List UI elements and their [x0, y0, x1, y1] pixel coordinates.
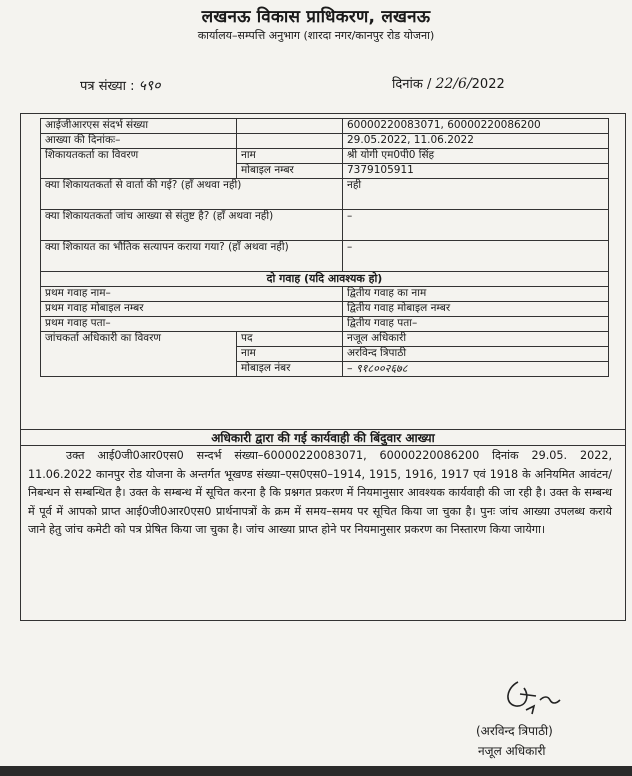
officer-mobile-value: – ९१८००२६७८	[343, 362, 609, 377]
question-verified: क्या शिकायत का भौतिक सत्यापन कराया गया? (हाँ अथवा नही)	[41, 241, 343, 272]
witness-heading: दो गवाह (यदि आवश्यक हो)	[41, 272, 609, 287]
officer-name-label: नाम	[237, 347, 343, 362]
letter-number	[80, 76, 161, 95]
action-heading: अधिकारी द्वारा की गई कार्यवाही की बिंदुवार आख्या	[20, 429, 626, 446]
question-contacted: क्या शिकायतकर्ता से वार्ता की गई? (हाँ अथवा नही)	[41, 179, 343, 210]
witness1-name: प्रथम गवाह नाम–	[41, 287, 343, 302]
complainant-name-value: श्री योगी एम0पी0 सिंह	[343, 149, 609, 164]
document-subtitle: कार्यालय–सम्पत्ति अनुभाग (शारदा नगर/कानपुर रोड योजना)	[197, 29, 435, 42]
witness2-name: द्वितीय गवाह का नाम	[343, 287, 609, 302]
officer-name-value: अरविन्द त्रिपाठी	[343, 347, 609, 362]
letter-date	[392, 74, 505, 92]
table-row	[41, 302, 609, 317]
officer-mobile-label: मोबाइल नंबर	[237, 362, 343, 377]
complainant-mobile-label: मोबाइल नम्बर	[237, 164, 343, 179]
details-table	[40, 118, 609, 377]
answer-satisfied: –	[343, 210, 609, 241]
table-row	[41, 179, 609, 210]
letter-date-label: दिनांक /	[392, 77, 432, 92]
officer-post-label: पद	[237, 332, 343, 347]
table-row	[41, 272, 609, 287]
officer-label: जांचकर्ता अधिकारी का विवरण	[41, 332, 237, 377]
complainant-mobile-value: 7379105911	[343, 164, 609, 179]
igrs-label: आईजीआरएस संदर्भ संख्या	[41, 119, 237, 134]
witness1-mobile: प्रथम गवाह मोबाइल नम्बर	[41, 302, 343, 317]
witness2-address: द्वितीय गवाह पता–	[343, 317, 609, 332]
witness2-mobile: द्वितीय गवाह मोबाइल नम्बर	[343, 302, 609, 317]
scan-border	[0, 766, 632, 776]
action-text: उक्त आई0जी0आर0एस0 सन्दर्भ संख्या–60000220083071, 60000220086200 दिनांक 29.05. 2022, 11.06.2022 कानपुर रोड योजना के अन्तर्गत भूखण्ड संख्या–एस0एस0–1914, 1915, 1916, 1917 एवं 1918 के अनियमित आवंटन/निबन्धन से सम्बन्धित है। उक्त के सम्बन्ध में सूचित करना है कि प्रश्नगत प्रकरण में नियमानुसार आवश्यक कार्यवाही की जा रही है। उक्त के सम्बन्ध में पूर्व में आपको प्राप्त आई0जी0आर0एस0 प्रार्थनापत्रों के क्रम में समय–समय पर सूचित किया जा चुका है। पुनः जांच आख्या उपलब्ध कराये जाने हेतु जांच कमेटी को पत्र प्रेषित किया जा चुका है। जांच आख्या प्राप्त होने पर नियमानुसार प्रकरण का निस्तारण किया जायेगा।	[28, 449, 612, 536]
answer-contacted: नही	[343, 179, 609, 210]
table-row	[41, 241, 609, 272]
report-date-value: 29.05.2022, 11.06.2022	[343, 134, 609, 149]
table-row	[41, 332, 609, 347]
complainant-name-label: नाम	[237, 149, 343, 164]
signature-mark	[496, 674, 586, 724]
answer-verified: –	[343, 241, 609, 272]
document-title: लखनऊ विकास प्राधिकरण, लखनऊ	[201, 7, 431, 27]
table-row	[41, 287, 609, 302]
witness1-address: प्रथम गवाह पता–	[41, 317, 343, 332]
letter-date-year: 2022	[471, 77, 505, 92]
igrs-value: 60000220083071, 60000220086200	[343, 119, 609, 134]
table-row	[41, 134, 609, 149]
table-row	[41, 317, 609, 332]
table-row	[41, 149, 609, 164]
table-row	[41, 119, 609, 134]
letter-number-value: ५९०	[138, 78, 161, 94]
officer-post-value: नजूल अधिकारी	[343, 332, 609, 347]
letter-number-label: पत्र संख्या :	[80, 79, 135, 94]
question-satisfied: क्या शिकायतकर्ता जांच आख्या से संतुष्ट है? (हाँ अथवा नही)	[41, 210, 343, 241]
report-date-label: आख्या की दिनांकः–	[41, 134, 237, 149]
signatory-name: (अरविन्द त्रिपाठी)	[476, 724, 553, 738]
table-row	[41, 210, 609, 241]
signatory-designation: नजूल अधिकारी	[478, 744, 546, 758]
letter-date-value: 22/6/	[435, 76, 472, 92]
complainant-label: शिकायतकर्ता का विवरण	[41, 149, 237, 179]
